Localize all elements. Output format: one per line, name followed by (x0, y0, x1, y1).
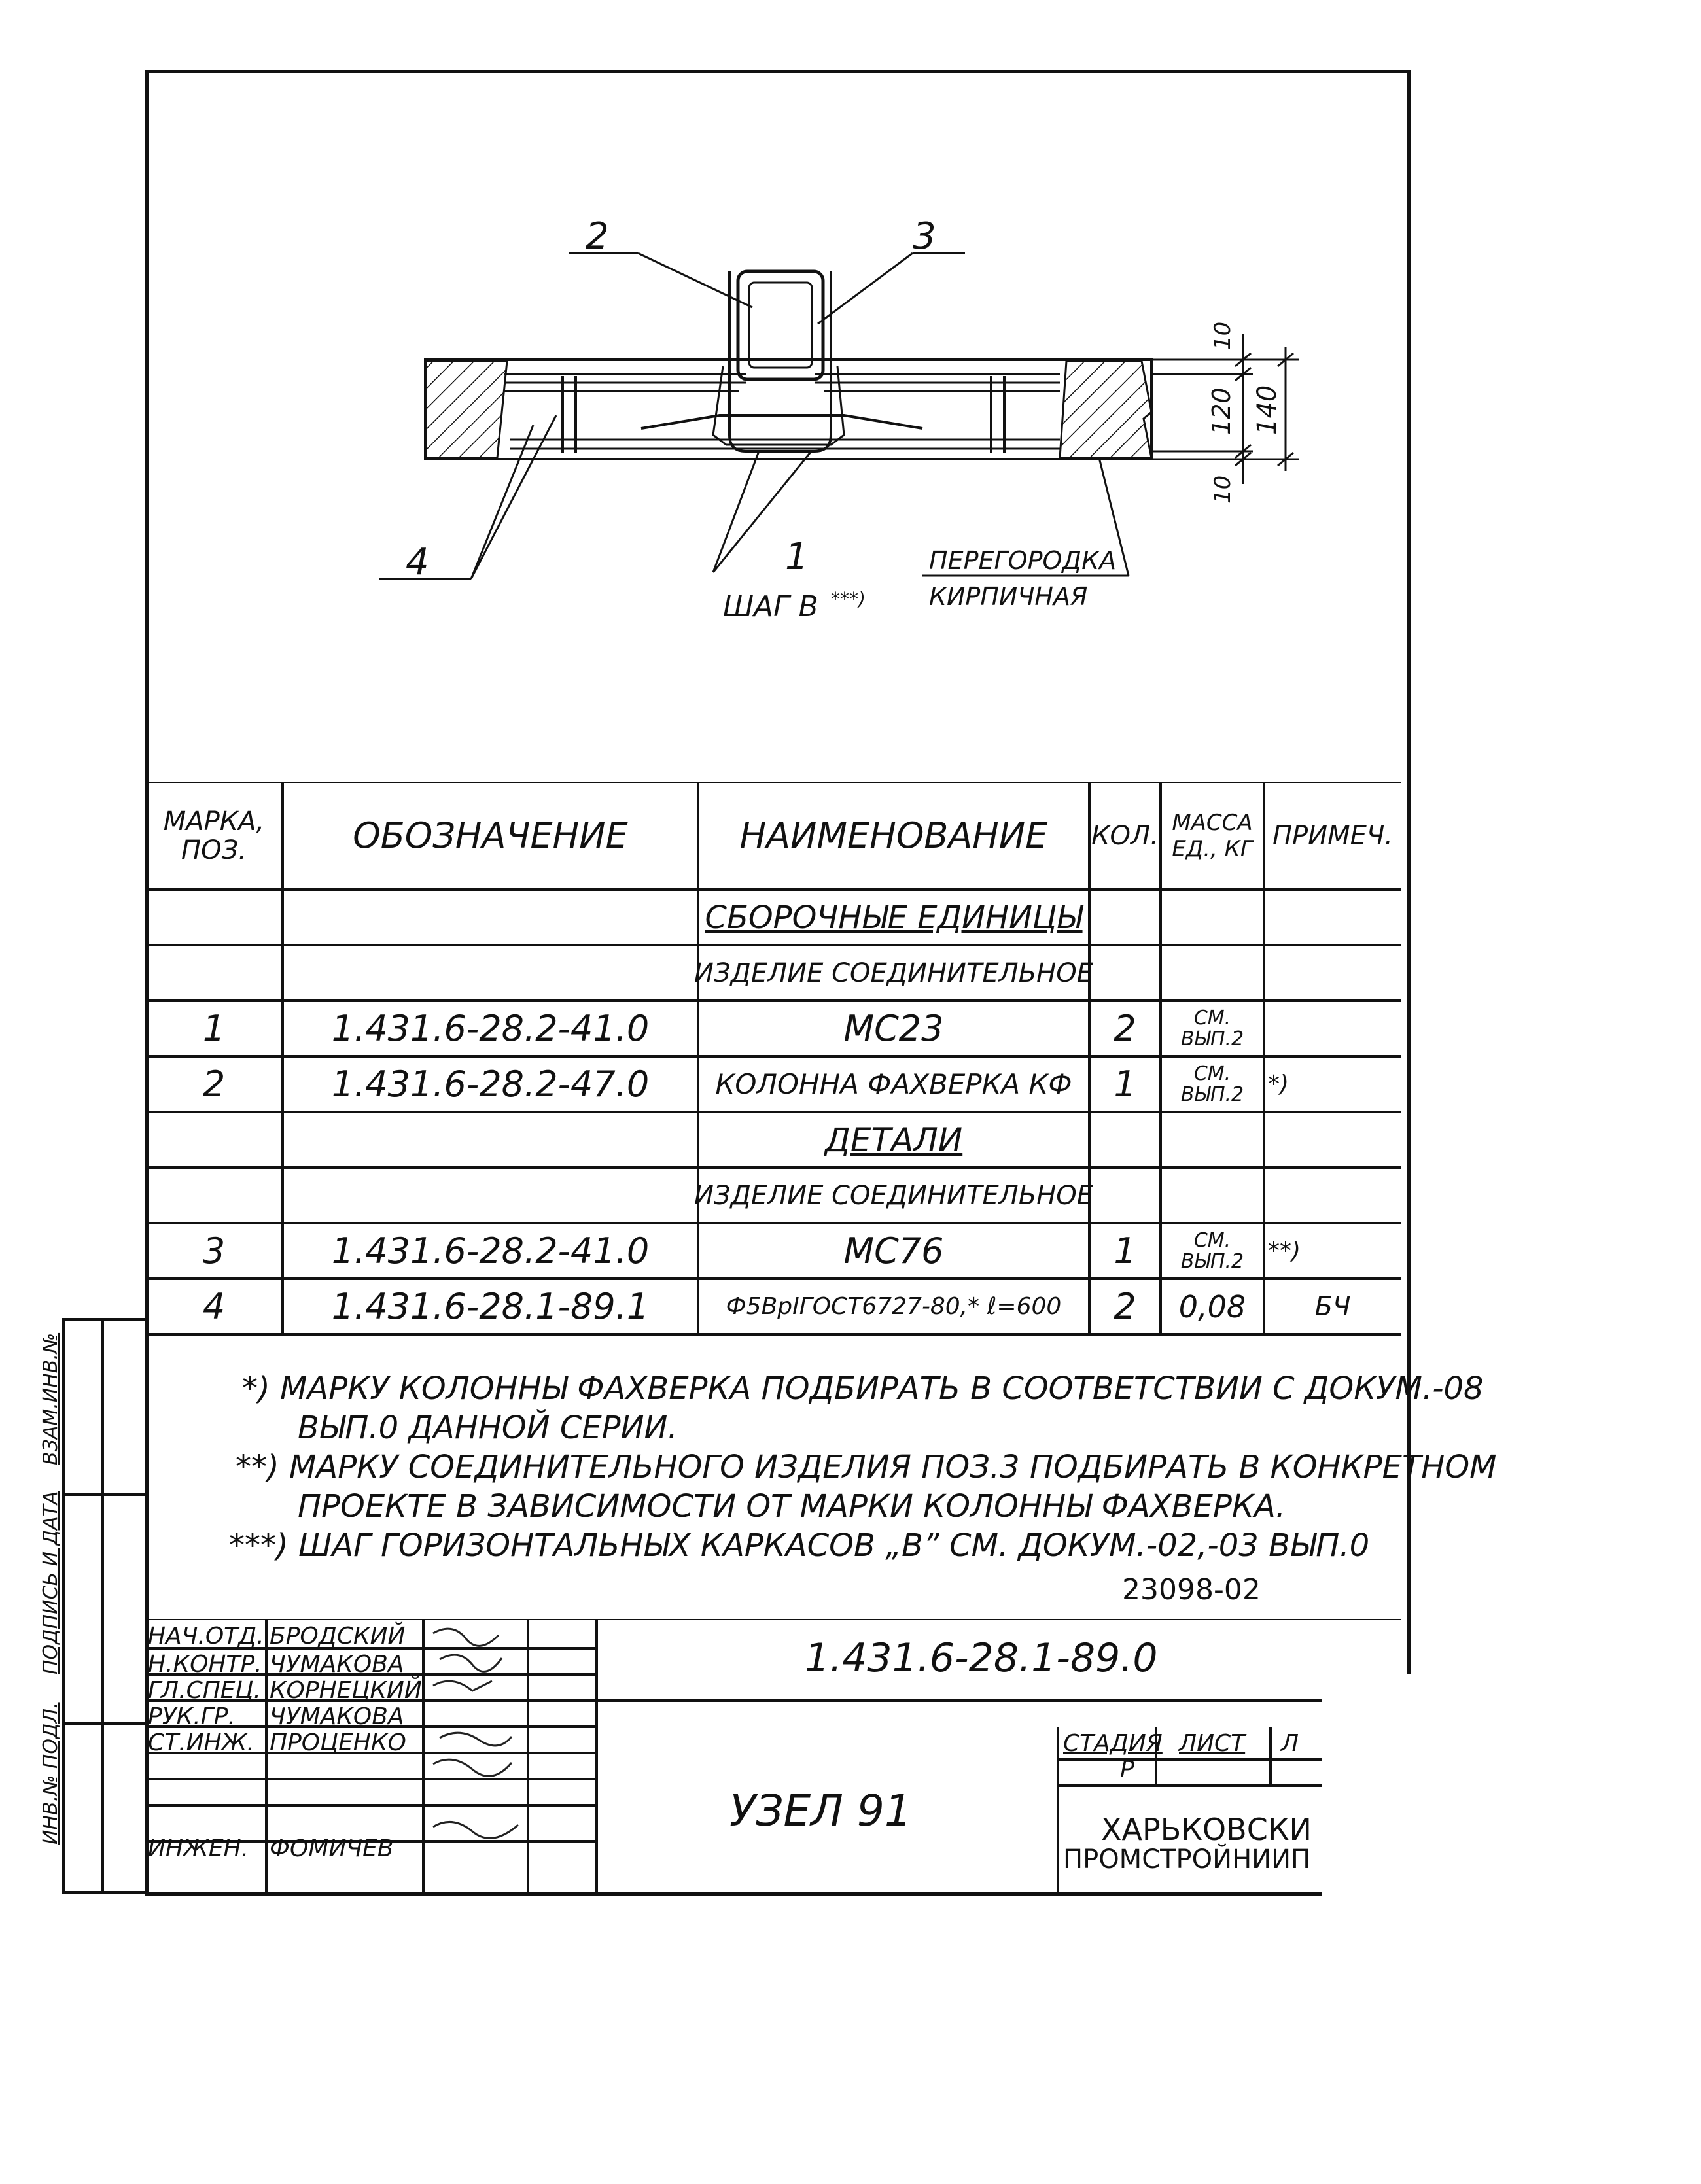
dim-mid: 120 (1207, 387, 1236, 435)
row-mass: СМ. ВЫП.2 (1180, 1228, 1244, 1273)
header-mass: МАССА ЕД., КГ (1172, 809, 1253, 862)
tb-person: ЧУМАКОВА (270, 1651, 404, 1678)
brick-right (1060, 361, 1151, 458)
stage-header: СТАДИЯ (1063, 1730, 1163, 1757)
sheets-header: Л (1281, 1730, 1299, 1757)
side-stamp-replace: ВЗАМ.ИНВ.№ (39, 1332, 62, 1465)
sheet-header: ЛИСТ (1179, 1730, 1246, 1757)
side-stamp-signature: ПОДПИСЬ И ДАТА (39, 1491, 62, 1674)
step-mark: ***) (831, 588, 866, 610)
row-name: ИЗДЕЛИЕ СОЕДИНИТЕЛЬНОЕ (694, 958, 1093, 988)
note-2-cont: ПРОЕКТЕ В ЗАВИСИМОСТИ ОТ МАРКИ КОЛОННЫ ФАХВЕРКА. (298, 1488, 1286, 1525)
row-name: МС76 (843, 1230, 944, 1272)
tb-role: ГЛ.СПЕЦ. (148, 1677, 261, 1704)
tb-role: Н.КОНТР. (148, 1651, 262, 1678)
pos-4-label: 4 (406, 541, 429, 583)
specification-table (145, 782, 1401, 1351)
tb-person: КОРНЕЦКИЙ (270, 1677, 422, 1704)
tb-person: ФОМИЧЕВ (270, 1835, 394, 1862)
tb-role: НАЧ.ОТД. (148, 1623, 264, 1650)
row-name: Ф5ВрIГОСТ6727-80,* ℓ=600 (726, 1293, 1062, 1320)
row-qty: 1 (1114, 1230, 1136, 1272)
header-mark: МАРКА, ПОЗ. (163, 806, 265, 865)
row-mass: СМ. ВЫП.2 (1180, 1062, 1244, 1106)
column-inner (749, 283, 812, 368)
row-mass: СМ. ВЫП.2 (1180, 1006, 1244, 1050)
scan-blank-corner (1322, 1674, 1413, 1900)
row-note: **) (1268, 1238, 1301, 1264)
side-stamp-inv: ИНВ.№ ПОДЛ. (39, 1702, 62, 1845)
sheet-title: УЗЕЛ 91 (729, 1786, 912, 1836)
row-designation: 1.431.6-28.2-47.0 (331, 1064, 650, 1105)
row-mark: 1 (202, 1008, 226, 1049)
row-note: БЧ (1314, 1291, 1351, 1322)
pos-2-label: 2 (586, 215, 609, 258)
archive-number: 23098-02 (1122, 1573, 1261, 1606)
organization-line1: ХАРЬКОВСКИ (1101, 1812, 1312, 1847)
row-mark: 4 (202, 1286, 226, 1327)
tb-person: ЧУМАКОВА (270, 1703, 404, 1730)
anchor-bar (641, 415, 922, 428)
header-designation: ОБОЗНАЧЕНИЕ (353, 815, 628, 856)
horizontal-rods (504, 374, 1060, 449)
row-name: ИЗДЕЛИЕ СОЕДИНИТЕЛЬНОЕ (694, 1180, 1093, 1211)
note-2: **) МАРКУ СОЕДИНИТЕЛЬНОГО ИЗДЕЛИЯ ПОЗ.3 ПОДБИРАТЬ В КОНКРЕТНОМ (236, 1449, 1497, 1485)
note-3: ***) ШАГ ГОРИЗОНТАЛЬНЫХ КАРКАСОВ „В” СМ. ДОКУМ.-02,-03 ВЫП.0 (229, 1527, 1370, 1564)
row-designation: 1.431.6-28.2-41.0 (331, 1008, 650, 1049)
pos-3-label: 3 (913, 215, 936, 258)
stage-value: Р (1120, 1756, 1134, 1783)
section-heading-assemblies: СБОРОЧНЫЕ ЕДИНИЦЫ (705, 899, 1083, 936)
note-1-cont: ВЫП.0 ДАННОЙ СЕРИИ. (298, 1410, 678, 1446)
connector-plate (729, 271, 831, 451)
node-section-drawing (0, 0, 1701, 782)
row-qty: 2 (1114, 1008, 1136, 1049)
dim-bottom: 10 (1210, 475, 1236, 504)
section-heading-details: ДЕТАЛИ (824, 1120, 963, 1159)
row-mass: 0,08 (1178, 1289, 1246, 1325)
row-mark: 3 (202, 1230, 226, 1272)
tb-role: СТ.ИНЖ. (148, 1729, 254, 1756)
brick-left (425, 361, 507, 458)
tb-person: ПРОЦЕНКО (270, 1729, 406, 1756)
organization-line2: ПРОМСТРОЙНИИП (1063, 1845, 1311, 1875)
tb-role: ИНЖЕН. (148, 1835, 249, 1862)
document-code: 1.431.6-28.1-89.0 (805, 1635, 1158, 1681)
row-designation: 1.431.6-28.2-41.0 (331, 1230, 650, 1272)
step-label: ШАГ В (723, 590, 818, 623)
tb-role: РУК.ГР. (148, 1703, 236, 1730)
header-name: НАИМЕНОВАНИЕ (739, 815, 1048, 856)
row-note (1264, 1001, 1401, 1056)
row-note: *) (1268, 1071, 1289, 1098)
row-name: МС23 (843, 1008, 944, 1049)
column-profile (738, 271, 823, 379)
partition-label-2: КИРПИЧНАЯ (929, 582, 1088, 611)
dim-total: 140 (1252, 385, 1282, 435)
note-1: *) МАРКУ КОЛОННЫ ФАХВЕРКА ПОДБИРАТЬ В СООТВЕТСТВИИ С ДОКУМ.-08 (242, 1370, 1484, 1407)
pos-1-label: 1 (785, 536, 809, 578)
row-designation: 1.431.6-28.1-89.1 (331, 1286, 650, 1327)
tb-person: БРОДСКИЙ (270, 1623, 406, 1650)
partition-label-1: ПЕРЕГОРОДКА (929, 546, 1117, 575)
row-qty: 1 (1114, 1064, 1136, 1105)
row-name: КОЛОННА ФАХВЕРКА КФ (715, 1068, 1072, 1100)
side-stamp-grid (62, 1318, 147, 1894)
dim-top: 10 (1210, 321, 1236, 350)
header-note: ПРИМЕЧ. (1272, 820, 1394, 851)
row-mark: 2 (202, 1064, 226, 1105)
row-qty: 2 (1114, 1286, 1136, 1327)
header-qty: КОЛ. (1091, 820, 1159, 851)
